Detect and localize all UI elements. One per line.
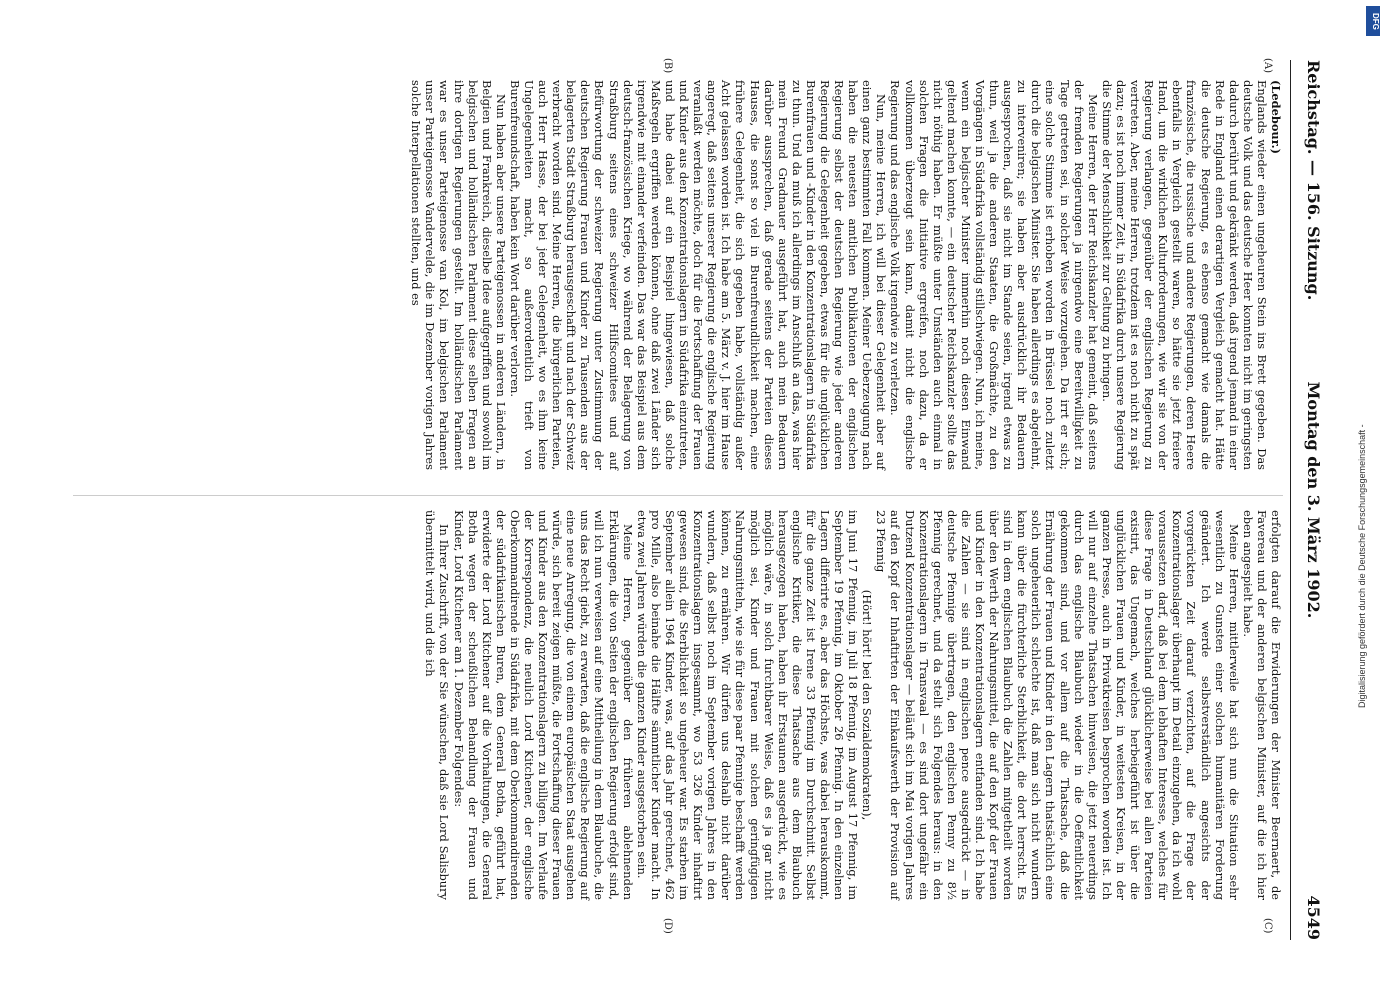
right-column xyxy=(423,510,1283,900)
paragraph: erfolgten darauf die Erwiderungen der Minister Beernaert, de Favereau und der anderen belgischen Minister, auf die ich hier eben angespielt habe. xyxy=(1240,510,1283,900)
paragraph: Meine Herren, der Herr Reichskanzler hat gemeint, daß seitens der fremden Regierungen ja nirgendwo eine Bereitwilligkeit zu Tage getreten sei, in solcher Weise vorzugehen. Da irrt er sich; eine solche Stimme ist erhoben worden in Brüssel noch zuletzt durch die belgischen Minister. Sie haben allerdings es abgelehnt, zu interveniren; sie haben aber ausdrücklich ihr Bedauern ausgesprochen, daß sie nicht im Stande seien, irgend etwas zu thun, weil ja die anderen Staaten, die Großmächte, zu den Vorgängen in Südafrika vollständig stillschwiegen. Nun, ich meine, wenn ein belgischer Minister immerhin noch diesen Einwand geltend machen konnte, — ein deutscher Reichskanzler sollte das nicht nöthig haben. Er müßte unter Umständen auch einmal in solchen Fragen die Initiative ergreifen, noch dazu, da er vollkommen überzeugt sein kann, damit nicht die englische Regierung und das englische Volk irgendwie zu verletzen. xyxy=(888,80,1100,470)
margin-marker-d: (D) xyxy=(662,918,673,934)
paragraph: Meine Herren, mittlerweile hat sich nun die Situation sehr wesentlich zu Gunsten einer solchen humanitären Forderung geändert. Ich werde selbstverständlich angesichts der vorgerückten Zeit darauf verzichten, auf die Frage der Konzentrationslager überhaupt im Detail einzugehen, da ich wohl voraussetzen darf, daß bei dem lebhaften Interesse, welches für diese Frage in Deutschland glücklicherweise bei allen Parteien existirt, das Ungemach, welches herbeigeführt ist über die unglücklichen Frauen und Kinder, in weitesten Kreisen, in der ganzen Presse, auch in Privatkreisen besprochen worden ist. Ich will nur auf einzelne Thatsachen hinweisen, die jetzt neuerdings durch das englische Blaubuch wieder in die Oeffentlichkeit gekommen sind, und vor allem auf die Thatsache, daß die Ernährung der Frauen und Kinder in den Lagern thatsächlich eine solch ungeheuerlich schlechte ist, daß man sich nicht wundern kann über die fürchterliche Sterblichkeit, die dort herrscht. Es sind in dem englischen Blaubuch die Zahlen mitgetheilt worden über den Werth der Nahrungsmittel, die auf den Kopf der Frauen und Kinder in den Konzentrationslagern entfanden sind. Ich habe die Zahlen — sie sind in englischen pence ausgedrückt — in deutsche Pfennige übertragen, den englischen Penny zu 8½ Pfennig gerechnet, und da stellt sich Folgendes heraus: in den Konzentrationslagern in Transvaal — es sind dort ungefähr ein Dutzend Konzentrationslager — beläuft sich im Mai vorigen Jahres auf den Kopf der Inhaftirten der Einkaufswerth der Provision auf 23 Pfennig xyxy=(874,510,1241,900)
speaker-label: (Ledebour.) xyxy=(1269,80,1283,155)
margin-marker-a: (A) xyxy=(1262,58,1273,74)
margin-marker-b: (B) xyxy=(662,58,673,74)
paragraph: im Juni 17 Pfennig, im Juli 18 Pfennig, im August 17 Pfennig, im September 19 Pfennig, im Oktober 26 Pfennig. In den einzelnen Lagern differirte es, aber das Höchste, was dabei herauskommt, für die ganze Zeit ist Irene 33 Pfennig im Durchschnitt. Selbst englische Kritiker, die diese Thatsache aus dem Blaubuch herausgezogen haben, haben ihr Erstaunen ausgedrückt, wie es möglich wäre, in solch furchtbarer Weise, daß es ja gar nicht möglich sei, Kinder und Frauen mit solchen geringfügigen Nahrungsmitteln, wie sie für diese paar Pfennige beschafft werden können, zu ernähren. Wir dürfen uns deshalb nicht darüber wundern, daß selbst noch im September vorigen Jahres in den Konzentrationslagern insgesammt, wo 53 326 Kinder inhaftirt gewesen sind, die Sterblichkeit so ungeheuer war. Es starben im September allein 1964 Kinder, was, auf das Jahr gerechnet, 462 pro Mille, also beinahe die Hälfte sämmtlicher Kinder macht. In etwa zwei Jahren würden die ganzen Kinder ausgestorben sein. xyxy=(634,510,861,900)
paragraph: Nun haben aber unsere Parteigenossen in anderen Ländern, in Belgien und Frankreich, dieselbe Idee aufgegriffen und sowohl im belgischen und holländischen Parlament diese selben Fragen an ihre dortigen Regierungen gestellt. Im holländischen Parlament war es unser Parteigenosse van Kol, im belgischen Parlament unser Parteigenosse Vandervelde, die im Dezember vorigen Jahres solche Interpellationen stellten, und es xyxy=(409,80,508,470)
paragraph: Englands wieder einen ungeheuren Stein ins Brett gegeben. Das deutsche Volk und das deutsche Heer konnten nicht im geringsten dadurch berührt und gekränkt werden, daß irgend jemand in einer Rede in England einen derartigen Vergleich gemacht hat. Hätte die deutsche Regierung, es ebenso gemacht wie damals die französische, die russische und andere Regierungen, deren Heere ebenfalls in Vergleich gestellt waren, so hätte sie jetzt freiere Hand, um die wirklichen Kulturforderungen, wie wir sie von der Regierung verlangen, gegenüber der englischen Regierung zu vertreten. Aber, meine Herren, trotzdem ist es noch nicht zu spät dazu; es ist noch immer Zeit, in Südafrika durch unsere Regierung die Stimme der Menschlichkeit zur Geltung zu bringen. xyxy=(1099,80,1269,470)
left-column xyxy=(409,80,1283,470)
interjection: (Hört! hört! bei den Sozialdemokraten), xyxy=(860,589,875,821)
page-header xyxy=(1293,60,1323,940)
header-date: Montag den 3. März 1902. xyxy=(1304,381,1323,619)
header-session: Reichstag. — 156. Sitzung. xyxy=(1304,60,1323,301)
page-number: 4549 xyxy=(1304,895,1323,940)
margin-marker-c: (C) xyxy=(1262,918,1273,934)
dfg-logo: DFG xyxy=(1366,6,1380,36)
digitization-credit: Digitalisierung gefördert durch die Deutsche Forschungsgemeinschaft - xyxy=(1357,424,1367,709)
header-rule xyxy=(1290,60,1291,940)
paragraph: In Ihrer Zuschrift, von der Sie wünschen, daß sie Lord Salisbury übermittelt wird, und die ich xyxy=(423,510,452,900)
column-divider xyxy=(73,495,1283,496)
digitization-sidebar xyxy=(1357,0,1383,1000)
paragraph: Meine Herren, gegenüber den früheren ablehnenden Erklärungen, die von Seiten der englischen Regierung erfolgt sind, will ich nun verweisen auf eine Mittheilung in dem Blaubuche, die uns das Recht giebt, zu erwarten, daß die englische Regierung auf eine neue Anregung, die von einem europäischen Staat ausgehen würde, sich bereit zeigen müßte, die Fortschaffung dieser Frauen und Kinder aus den Konzentrationslagern zu billigen. Im Verlaufe der Korrespondenz, die neulich Lord Kitchener, der englische Oberkommandirende in Südafrika, mit dem Oberkommandirenden der südafrikanischen Buren, dem General Botha, geführt hat, erwiderte der Lord Kitchener auf die Vorhaltungen, die General Botha wegen der scheußlichen Behandlung der Frauen und Kinder, Lord Kitchener am 1. Dezember Folgendes: xyxy=(451,510,635,900)
paragraph: Nun, meine Herren, ich will bei dieser Gelegenheit aber auf einen ganz bestimmten Fall kommen. Meiner Ueberzeugung nach haben die neuesten amtlichen Publikationen der englischen Regierung selbst der deutschen Regierung wie jeder anderen Regierung die Gelegenheit gegeben, etwas für die unglücklichen Burenfrauen und -Kinder in den Konzentrationslagern in Südafrika zu thun. Und da muß ich allerdings im Anschluß an das, was hier mein Freund Gradnauer ausgeführt hat, auch mein Bedauern darüber aussprechen, daß gerade seitens der Parteien dieses Hauses, die sonst so viel in Burenfreundlichkeit machen, eine frühere Gelegenheit, die sich gegeben habe, vollständig außer Acht gelassen worden ist. Ich habe am 5. März v. J. hier im Hause angeregt, daß seitens unserer Regierung die englische Regierung veranlaßt werden möchte, doch für die Fortschaffung der Frauen und Kinder aus den Konzentrationslagern in Südafrika einzutreten, und habe dabei auf ein Beispiel hingewiesen, daß solche Maßregeln ergriffen werden können, ohne daß zwei Länder sich irgendwie mit einander verfeinden. Das war das Beispiel aus dem deutsch-französischen Kriege, wo während der Belagerung von Straßburg seitens eines schweizer Hilfscomitees und auf Befürwortung der schweizer Regierung unter Zustimmung der deutschen Regierung Frauen und Kinder zu Tausenden aus der belagerten Stadt Straßburg herausgeschafft und nach der Schweiz verbracht worden sind. Meine Herren, die bürgerlichen Parteien, auch Herr Hasse, der bei jeder Gelegenheit, wo es ihm keine Ungelegenheiten macht, so außerordentlich trieft von Burenfreundschaft, haben kein Wort darüber verloren. xyxy=(507,80,889,470)
